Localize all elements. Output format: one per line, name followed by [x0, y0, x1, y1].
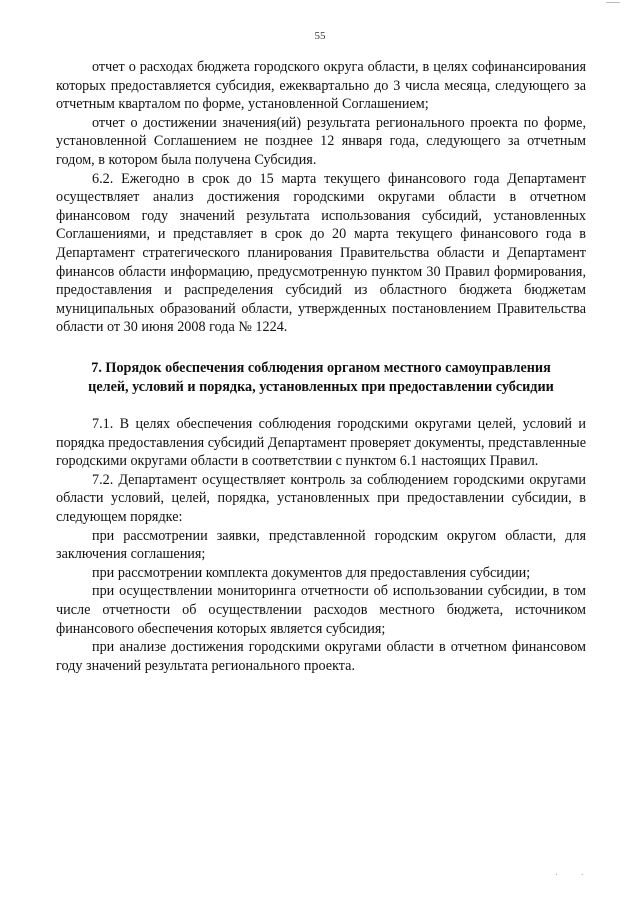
paragraph-report-results: отчет о достижении значения(ий) результата регионального проекта по форме, установленной Соглашением не позднее 12 января года, следующего за отчетным годом, в котором была получена Субсидия.	[56, 114, 586, 168]
scan-footer-marks: · ·	[554, 870, 594, 881]
page-number: 55	[314, 30, 326, 42]
paragraph-report-expenses: отчет о расходах бюджета городского округа области, в целях софинансирования которых предоставляется субсидия, ежеквартально до 3 числа месяца, следующего за отчетным кварталом по форме, установленной Соглашением;	[56, 59, 586, 113]
paragraph-7-1: 7.1. В целях обеспечения соблюдения городскими округами целей, условий и порядка предоставления субсидий Департамент проверяет документы, представленные городскими округами области в соответствии с пунктом 6.1 настоящих Правил.	[56, 416, 586, 470]
section-heading-7: 7. Порядок обеспечения соблюдения органом местного самоуправления целей, условий и порядка, установленных при предоставлении субсидии	[88, 359, 554, 395]
paragraph-7-2: 7.2. Департамент осуществляет контроль за соблюдением городскими округами области условий, целей, порядка, установленных при предоставлении субсидии, в следующем порядке:	[56, 471, 586, 526]
paragraph-6-2: 6.2. Ежегодно в срок до 15 марта текущего финансового года Департамент осуществляет анализ достижения городскими округами области в отчетном финансовом году значений результата использования субсидий, установленных Соглашениями, и представляет в срок до 20 марта текущего финансового года в Департамент стратегического планирования Правительства области и Департамент финансов области информацию, предусмотренную пунктом 30 Правил формирования, предоставления и распределения субсидий из областного бюджета бюджетам муниципальных образований области, утвержденных постановлением Правительства области от 30 июня 2008 года № 1224.	[56, 170, 586, 336]
list-item-documents-review: при рассмотрении комплекта документов для предоставления субсидии;	[92, 564, 531, 581]
list-item-application-review: при рассмотрении заявки, представленной городским округом области, для заключения соглашения;	[56, 527, 586, 563]
list-item-results-analysis: при анализе достижения городскими округами области в отчетном финансовом году значений результата регионального проекта.	[56, 639, 586, 674]
scan-corner-mark	[606, 2, 620, 9]
document-body	[56, 58, 586, 675]
list-item-reporting-monitoring: при осуществлении мониторинга отчетности об использовании субсидии, в том числе отчетности об осуществлении расходов местного бюджета, источником финансового обеспечения которых является субсидия;	[56, 583, 586, 637]
